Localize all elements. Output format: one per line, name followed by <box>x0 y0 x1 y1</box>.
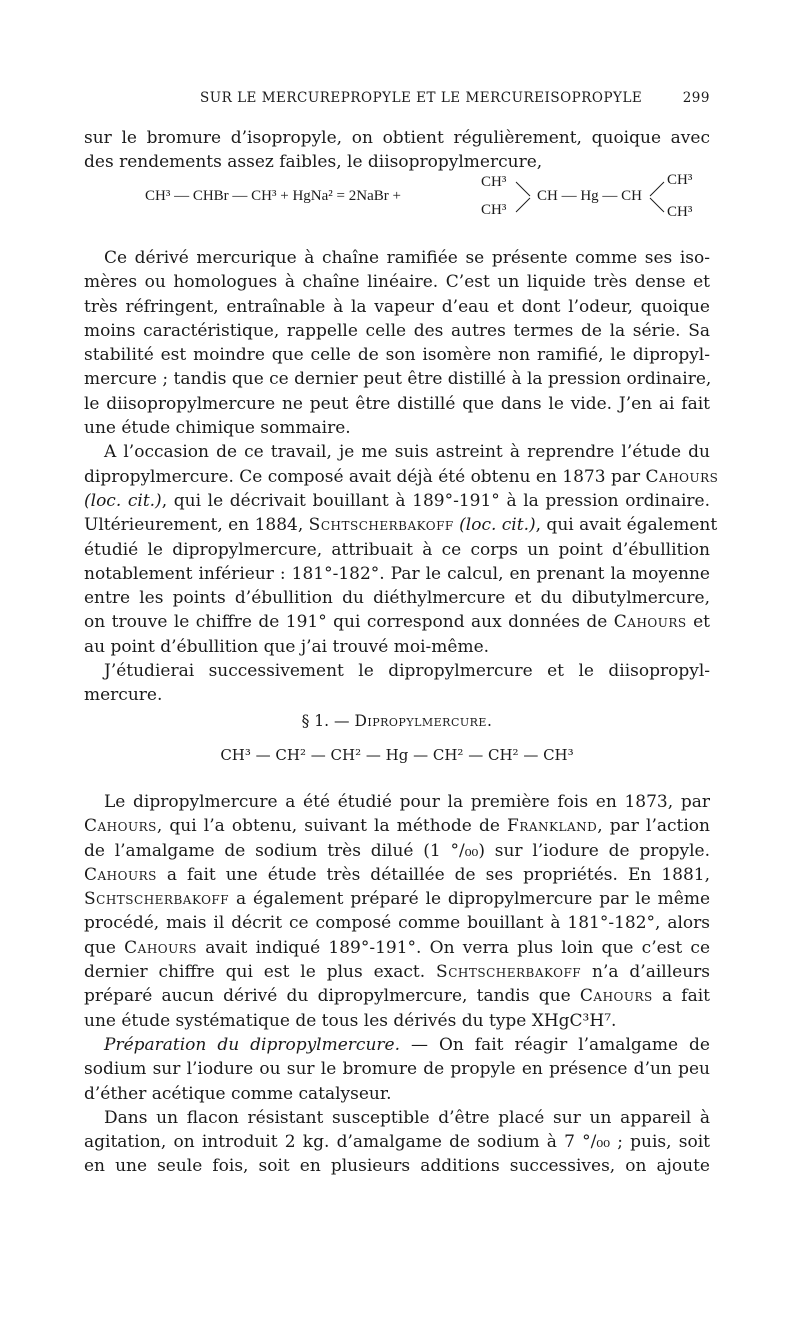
text-line: sur le bromure d’isopropyle, on obtient régulièrement, quoique avec <box>84 128 710 148</box>
text-line: sodium sur l’iodure ou sur le bromure de propyle en présence d’un peu <box>84 1059 710 1080</box>
text-line: Le dipropylmercure a été étudié pour la première fois en 1873, par <box>104 792 710 812</box>
text-line: des rendements assez faibles, le diisopropylmercure, <box>84 152 543 173</box>
text-line: procédé, mais il décrit ce composé comme bouillant à 181°-182°, alors <box>84 913 710 934</box>
text-line: une étude chimique sommaire. <box>84 418 351 439</box>
bracket-right <box>648 180 668 214</box>
section-heading <box>84 712 710 730</box>
text-line: A l’occasion de ce travail, je me suis astreint à reprendre l’étude du <box>104 442 710 463</box>
section-title: Dipropylmercure. <box>354 712 493 730</box>
text-line: le diisopropylmercure ne peut être distillé que dans le vide. J’en ai fait <box>84 393 710 414</box>
text-line: Dans un flacon résistant susceptible d’être placé sur un appareil à <box>104 1107 710 1128</box>
ch3-lower-left: CH³ <box>481 202 507 218</box>
text-line: Ce dérivé mercurique à chaîne ramifiée se présente comme ses iso- <box>104 248 710 268</box>
paragraph-ramified <box>84 246 719 708</box>
text-line: on trouve le chiffre de 191° qui correspond aux données de Cahours et <box>84 612 710 633</box>
text-line: notablement inférieur : 181°-182°. Par le calcul, en prenant la moyenne <box>84 563 710 584</box>
author-cahours: Cahours <box>613 612 687 633</box>
text-line: de l’amalgame de sodium très dilué (1 °/₀₀) sur l’iodure de propyle. <box>84 840 710 861</box>
text-line: en une seule fois, soit en plusieurs additions successives, on ajoute <box>84 1156 710 1177</box>
text-line: entre les points d’ébullition du diéthylmercure et du dibutylmercure, <box>84 588 710 609</box>
text-line: très réfringent, entraînable à la vapeur d’eau et dont l’odeur, quoique <box>84 296 710 317</box>
text-line: étudié le dipropylmercure, attribuait à ce corps un point d’ébullition <box>84 539 710 560</box>
text-line: mercure. <box>84 685 163 706</box>
formula-dipropylmercure: CH³ — CH² — CH² — Hg — CH² — CH² — CH³ <box>220 746 574 764</box>
page-number: 299 <box>682 90 710 106</box>
text-line: au point d’ébullition que j’ai trouvé moi-même. <box>84 636 490 657</box>
header-title: SUR LE MERCUREPROPYLE ET LE MERCUREISOPROPYLE <box>200 90 643 106</box>
ch3-upper-right: CH³ <box>667 172 693 188</box>
paragraph-intro <box>84 126 710 175</box>
text-line: d’éther acétique comme catalyseur. <box>84 1083 392 1104</box>
text-line: dipropylmercure. Ce composé avait déjà été obtenu en 1873 par Cahours <box>84 466 719 487</box>
text-line: stabilité est moindre que celle de son isomère non ramifié, le dipropyl- <box>84 345 710 366</box>
ch3-upper-left: CH³ <box>481 174 507 190</box>
paragraph-history <box>84 790 710 1179</box>
text-line: Ultérieurement, en 1884, Schtscherbakoff (loc. cit.), qui avait également <box>84 515 718 536</box>
bracket-left <box>514 180 534 214</box>
section-mark: § 1. — <box>301 712 350 730</box>
text-line: J’étudierai successivement le dipropylmercure et le diisopropyl- <box>104 661 710 682</box>
text-line: moins caractéristique, rappelle celle des autres termes de la série. Sa <box>84 320 710 341</box>
text-line: préparé aucun dérivé du dipropylmercure, tandis que Cahours a fait <box>84 986 710 1007</box>
text-line: dernier chiffre qui est le plus exact. Schtscherbakoff n’a d’ailleurs <box>84 962 711 983</box>
text-line: agitation, on introduit 2 kg. d’amalgame de sodium à 7 °/₀₀ ; puis, soit <box>84 1132 710 1153</box>
text-line: une étude systématique de tous les dérivés du type XHgC³H⁷. <box>84 1010 617 1031</box>
text-line: (loc. cit.), qui le décrivait bouillant à 189°-191° à la pression ordinaire. <box>84 490 710 511</box>
ch3-lower-right: CH³ <box>667 204 693 220</box>
text-line: Cahours, qui l’a obtenu, suivant la méthode de Frankland, par l’action <box>84 816 710 837</box>
text-line: mercure ; tandis que ce dernier peut être distillé à la pression ordinaire, <box>84 369 712 390</box>
text-line: que Cahours avait indiqué 189°-191°. On verra plus loin que c’est ce <box>84 937 711 958</box>
text-line: Préparation du dipropylmercure. — On fait réagir l’amalgame de <box>104 1034 710 1055</box>
subheading-preparation: Préparation du dipropylmercure. <box>104 1034 400 1055</box>
hg-bridge: CH — Hg — CH <box>537 188 643 204</box>
equation-left: CH³ — CHBr — CH³ + HgNa² = 2NaBr + <box>145 188 401 204</box>
author-frankland: Frankland <box>507 816 598 837</box>
author-cahours: Cahours <box>645 466 719 487</box>
running-header <box>100 90 710 112</box>
text-line: Schtscherbakoff a également préparé le dipropylmercure par le même <box>84 889 711 910</box>
text-line: mères ou homologues à chaîne linéaire. C’est un liquide très dense et <box>84 272 710 293</box>
author-schtscherbakoff: Schtscherbakoff <box>308 515 454 536</box>
text-line: Cahours a fait une étude très détaillée de ses propriétés. En 1881, <box>84 864 710 885</box>
